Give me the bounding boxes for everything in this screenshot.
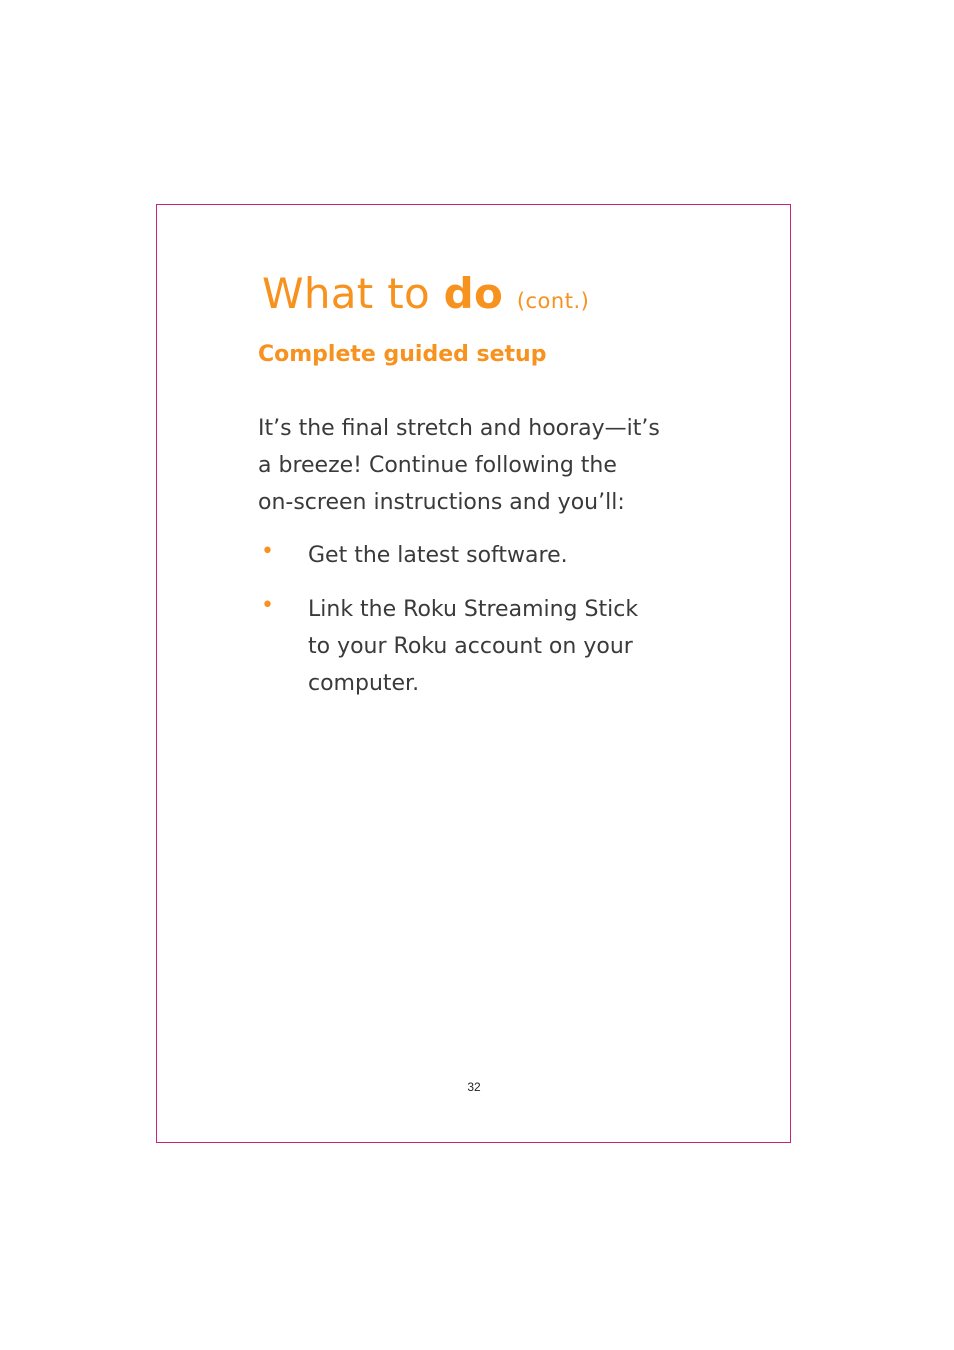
intro-paragraph [258, 410, 718, 521]
bullet-dot-icon: • [261, 593, 274, 618]
bullet-item [258, 591, 728, 702]
title-bold: do [443, 269, 504, 318]
bullet-text: Link the Roku Streaming Stick [308, 597, 639, 622]
title-regular: What to [262, 269, 444, 318]
bullet-dot-icon: • [261, 539, 274, 564]
page-title [262, 268, 589, 327]
intro-line: a breeze! Continue following the [258, 453, 617, 478]
bullet-text: Get the latest software. [308, 543, 568, 568]
bullet-text: to your Roku account on your [308, 634, 633, 659]
bullet-item [258, 537, 728, 574]
section-heading: Complete guided setup [258, 342, 547, 367]
page-number: 32 [467, 1080, 481, 1094]
intro-line: It’s the final stretch and hooray—it’s [258, 416, 660, 441]
title-cont: (cont.) [516, 289, 590, 313]
intro-line: on-screen instructions and you’ll: [258, 490, 625, 515]
bullet-text: computer. [308, 671, 420, 696]
bullet-list [258, 537, 728, 702]
